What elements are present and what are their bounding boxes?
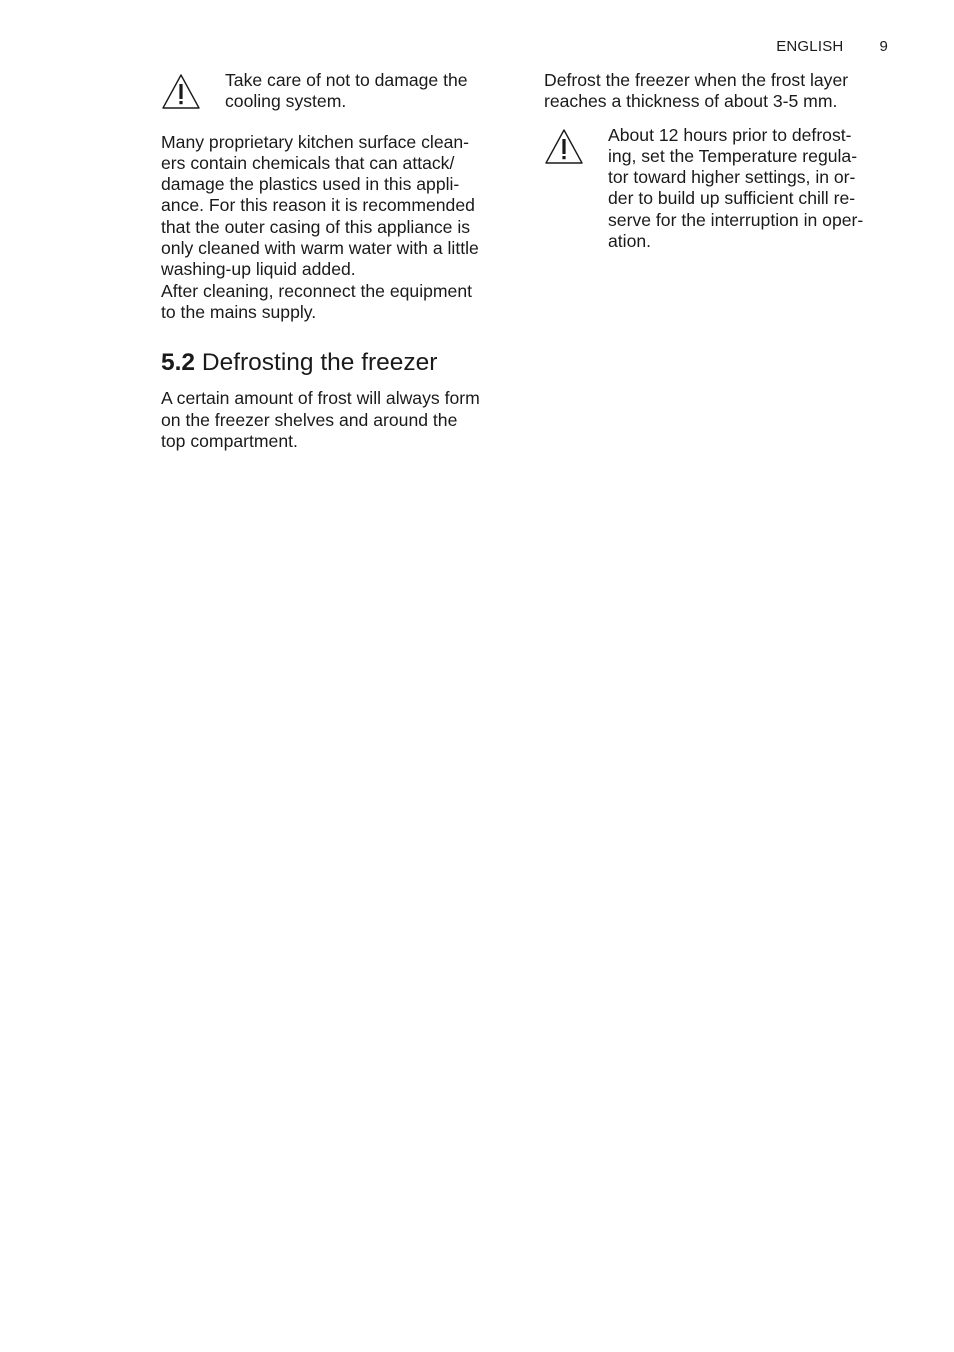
text-line: tor toward higher settings, in or-	[608, 167, 856, 188]
text-line: reaches a thickness of about 3-5 mm.	[544, 91, 838, 112]
text-line: top compartment.	[161, 430, 298, 451]
language-label: ENGLISH	[776, 38, 844, 55]
warning-cooling-system	[161, 70, 517, 113]
text-line: Many proprietary kitchen surface clean-	[161, 131, 470, 152]
text-line: only cleaned with warm water with a little	[161, 238, 479, 259]
section-title: Defrosting the freezer	[201, 349, 438, 377]
left-column	[161, 70, 517, 452]
page-header	[776, 38, 888, 55]
text-line: About 12 hours prior to defrost-	[608, 124, 852, 145]
text-line: ance. For this reason it is recommended	[161, 195, 475, 216]
warning-defrost-preparation	[544, 125, 896, 253]
text-line: on the freezer shelves and around the	[161, 409, 458, 430]
warning-text: Take care of not to damage the cooling system.	[225, 70, 468, 112]
text-line: Defrost the freezer when the frost layer	[544, 70, 849, 90]
cleaning-paragraph	[161, 132, 517, 324]
warning-triangle-icon	[161, 70, 225, 111]
text-line: ing, set the Temperature regula-	[608, 145, 858, 166]
text-line: damage the plastics used in this appli-	[161, 174, 460, 195]
text-line: ers contain chemicals that can attack/	[161, 152, 455, 173]
defrost-paragraph	[544, 70, 896, 113]
text-line: serve for the interruption in oper-	[608, 209, 864, 230]
text-line: ation.	[608, 231, 652, 252]
text-line: A certain amount of frost will always form	[161, 388, 480, 409]
text-line: to the mains supply.	[161, 301, 317, 322]
section-heading	[161, 348, 517, 378]
warning-text	[608, 125, 896, 253]
text-line: that the outer casing of this appliance is	[161, 216, 471, 237]
text-line: washing-up liquid added.	[161, 259, 356, 280]
page-number: 9	[879, 38, 888, 55]
text-line: der to build up sufficient chill re-	[608, 188, 856, 209]
right-column	[544, 70, 896, 252]
section-number: 5.2	[161, 349, 196, 377]
text-line: After cleaning, reconnect the equipment	[161, 280, 473, 301]
frost-paragraph	[161, 388, 517, 452]
warning-triangle-icon	[544, 125, 608, 166]
